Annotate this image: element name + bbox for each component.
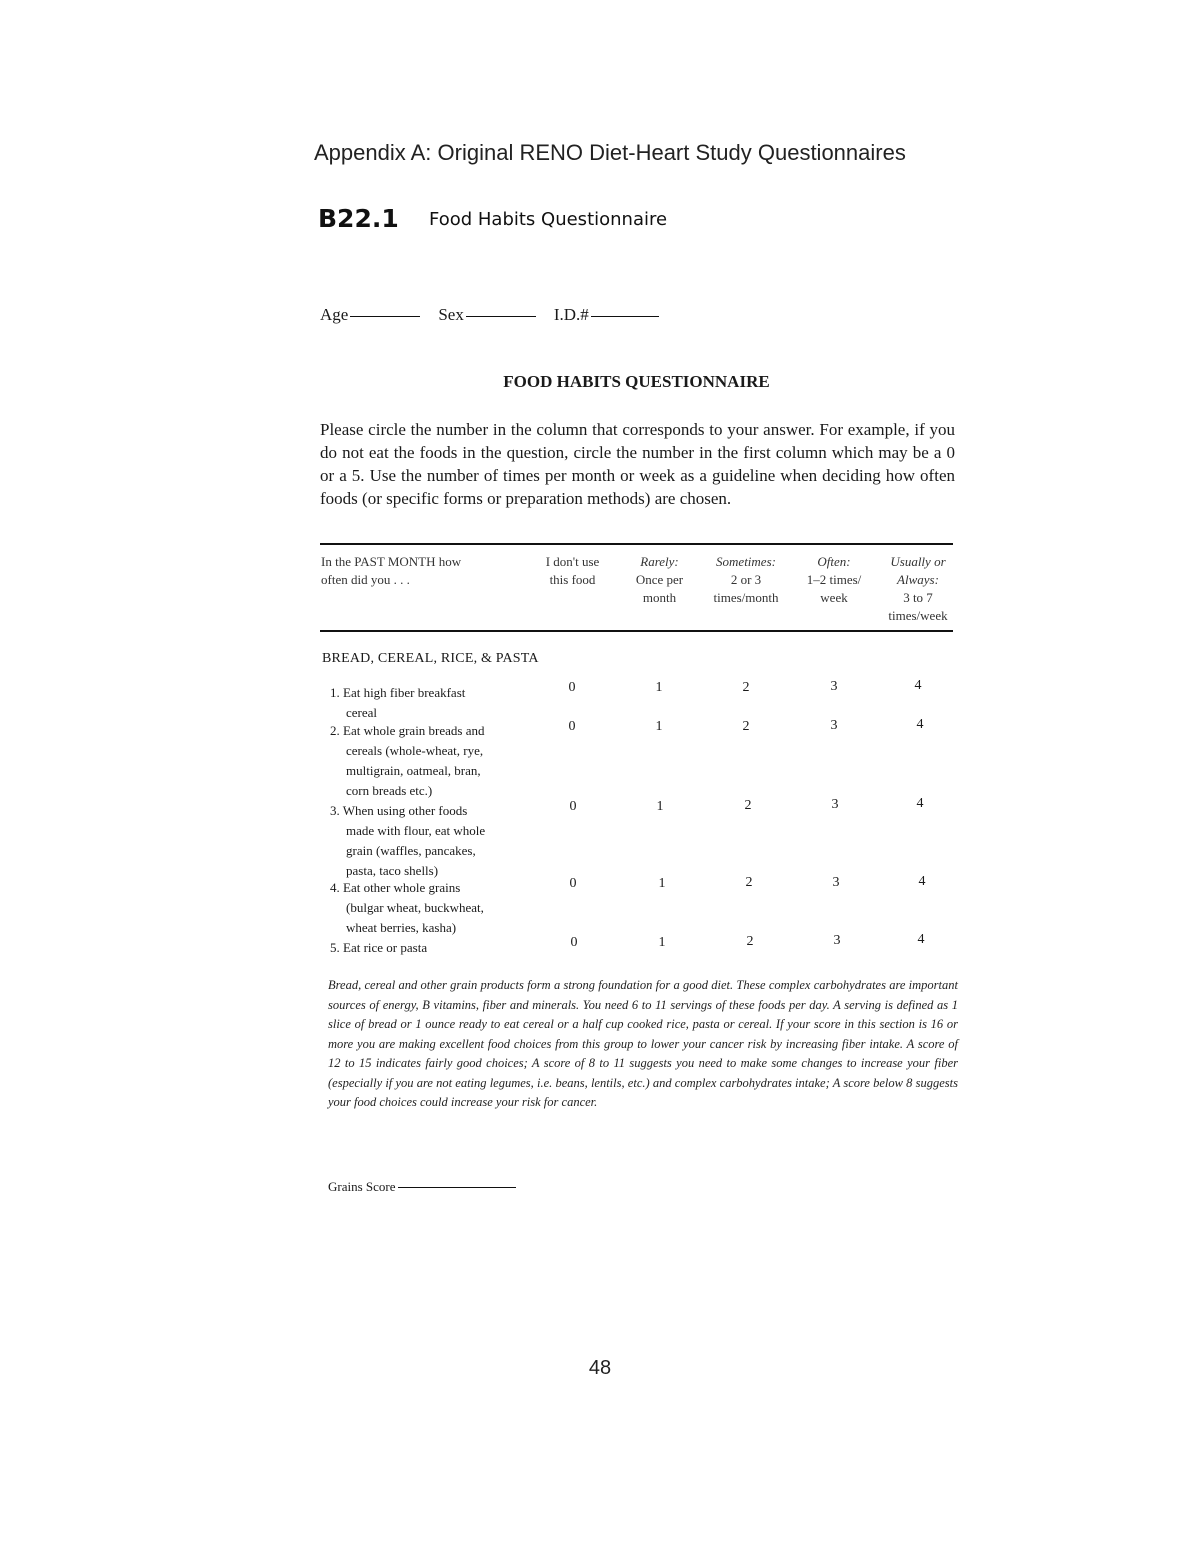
form-title: FOOD HABITS QUESTIONNAIRE bbox=[503, 372, 770, 391]
score-option[interactable]: 0 bbox=[568, 680, 576, 695]
column-header-rarely bbox=[617, 553, 702, 607]
appendix-title: Appendix A: Original RENO Diet-Heart Study Questionnaires bbox=[314, 140, 906, 165]
question-line: 2. Eat whole grain breads and bbox=[330, 723, 485, 738]
column-header-line: 3 to 7 bbox=[903, 590, 933, 605]
column-header-line: this food bbox=[549, 572, 596, 587]
score-option[interactable]: 0 bbox=[570, 935, 578, 950]
column-header-line: Always: bbox=[897, 572, 939, 587]
score-option[interactable]: 4 bbox=[916, 796, 924, 811]
column-header-line: 1–2 times/ bbox=[806, 572, 862, 587]
table-row bbox=[330, 878, 530, 938]
question-header-line: In the PAST MONTH how bbox=[321, 554, 462, 569]
column-header-line: 2 or 3 bbox=[730, 572, 762, 587]
score-option[interactable]: 1 bbox=[655, 680, 663, 695]
score-option[interactable]: 3 bbox=[833, 933, 841, 948]
column-header-usually bbox=[877, 553, 959, 625]
question-line: corn breads etc.) bbox=[346, 783, 433, 798]
column-header-sometimes bbox=[700, 553, 792, 607]
age-field[interactable] bbox=[320, 305, 420, 325]
question-line: made with flour, eat whole bbox=[346, 823, 486, 838]
question-line: 4. Eat other whole grains bbox=[330, 880, 461, 895]
question-column-header bbox=[321, 553, 521, 589]
score-option[interactable]: 1 bbox=[656, 799, 664, 814]
question-line: 3. When using other foods bbox=[330, 803, 468, 818]
grains-score-field[interactable] bbox=[328, 1179, 516, 1195]
score-option[interactable]: 4 bbox=[916, 717, 924, 732]
question-line: wheat berries, kasha) bbox=[346, 920, 457, 935]
table-top-rule bbox=[320, 543, 953, 545]
respondent-fields bbox=[320, 305, 659, 325]
age-label: Age bbox=[320, 305, 349, 324]
column-header-line: month bbox=[642, 590, 677, 605]
table-row bbox=[330, 938, 530, 958]
sex-blank[interactable] bbox=[466, 315, 536, 317]
id-blank[interactable] bbox=[591, 315, 659, 317]
section-title: Food Habits Questionnaire bbox=[429, 209, 668, 230]
question-line: multigrain, oatmeal, bran, bbox=[346, 763, 481, 778]
score-option[interactable]: 2 bbox=[746, 934, 754, 949]
question-line: 1. Eat high fiber breakfast bbox=[330, 685, 466, 700]
table-row bbox=[330, 721, 530, 801]
score-option[interactable]: 0 bbox=[569, 876, 577, 891]
question-line: cereal bbox=[346, 705, 378, 720]
score-option[interactable]: 2 bbox=[745, 875, 753, 890]
question-line: (bulgar wheat, buckwheat, bbox=[346, 900, 484, 915]
column-header-line: I don't use bbox=[545, 554, 600, 569]
score-option[interactable]: 1 bbox=[655, 719, 663, 734]
grains-score-label: Grains Score bbox=[328, 1179, 396, 1194]
column-header-line: Rarely: bbox=[640, 554, 679, 569]
score-option[interactable]: 3 bbox=[831, 797, 839, 812]
section-number: B22.1 bbox=[318, 204, 399, 233]
score-option[interactable]: 0 bbox=[568, 719, 576, 734]
score-option[interactable]: 3 bbox=[830, 718, 838, 733]
score-option[interactable]: 1 bbox=[658, 935, 666, 950]
column-header-line: Once per bbox=[635, 572, 684, 587]
score-option[interactable]: 3 bbox=[830, 679, 838, 694]
age-blank[interactable] bbox=[350, 315, 420, 317]
question-line: grain (waffles, pancakes, bbox=[346, 843, 476, 858]
id-field[interactable] bbox=[554, 305, 659, 325]
question-line: pasta, taco shells) bbox=[346, 863, 439, 878]
column-header-line: Often: bbox=[817, 554, 851, 569]
column-header-often bbox=[793, 553, 875, 607]
column-header-line: times/month bbox=[713, 590, 779, 605]
table-header-rule bbox=[320, 630, 953, 632]
score-option[interactable]: 4 bbox=[918, 874, 926, 889]
score-option[interactable]: 1 bbox=[658, 876, 666, 891]
id-label: I.D.# bbox=[553, 305, 589, 324]
column-header-line: Sometimes: bbox=[716, 554, 776, 569]
question-line: cereals (whole-wheat, rye, bbox=[346, 743, 484, 758]
column-header-dont-use bbox=[530, 553, 615, 589]
sex-field[interactable] bbox=[438, 305, 536, 325]
grains-explanation-note: Bread, cereal and other grain products form a strong foundation for a good diet. These complex carbohydrates are important sources of energy, B vitamins, fiber and minerals. You need 6 to 11 servings of these foods per day. A serving is defined as 1 slice of bread or 1 ounce ready to eat cereal or a half cup cooked rice, pasta or cereal. If your score in this section is 16 or more you are making excellent food choices from this group to lower your cancer risk by increasing fiber intake. A score of 12 to 15 indicates fairly good choices; A score of 8 to 11 suggests you need to make some changes to increase your fiber (especially if you are not eating legumes, i.e. beans, lentils, etc.) and complex carbohydrates intake; A score below 8 suggests your food choices could increase your risk for cancer. bbox=[328, 978, 958, 1109]
table-row bbox=[330, 801, 530, 881]
column-header-line: week bbox=[820, 590, 848, 605]
score-option[interactable]: 2 bbox=[744, 798, 752, 813]
score-option[interactable]: 4 bbox=[914, 678, 922, 693]
score-option[interactable]: 3 bbox=[832, 875, 840, 890]
question-line: 5. Eat rice or pasta bbox=[330, 940, 428, 955]
table-row bbox=[330, 683, 530, 723]
question-header-line: often did you . . . bbox=[321, 572, 410, 587]
column-header-line: Usually or bbox=[890, 554, 946, 569]
score-option[interactable]: 2 bbox=[742, 719, 750, 734]
instructions-paragraph: Please circle the number in the column that corresponds to your answer. For example, if you do not eat the foods in the question, circle the number in the first column which may be a 0 or a 5. Use the number of times per month or week as a guideline when deciding how often foods (or specific forms or preparation methods) are chosen. bbox=[320, 420, 955, 508]
score-option[interactable]: 0 bbox=[569, 799, 577, 814]
sex-label: Sex bbox=[438, 305, 464, 324]
score-option[interactable]: 4 bbox=[917, 932, 925, 947]
grains-score-blank[interactable] bbox=[398, 1186, 516, 1188]
page-number: 48 bbox=[588, 1357, 612, 1379]
food-group-heading: BREAD, CEREAL, RICE, & PASTA bbox=[322, 651, 539, 666]
column-header-line: times/week bbox=[888, 608, 948, 623]
score-option[interactable]: 2 bbox=[742, 680, 750, 695]
